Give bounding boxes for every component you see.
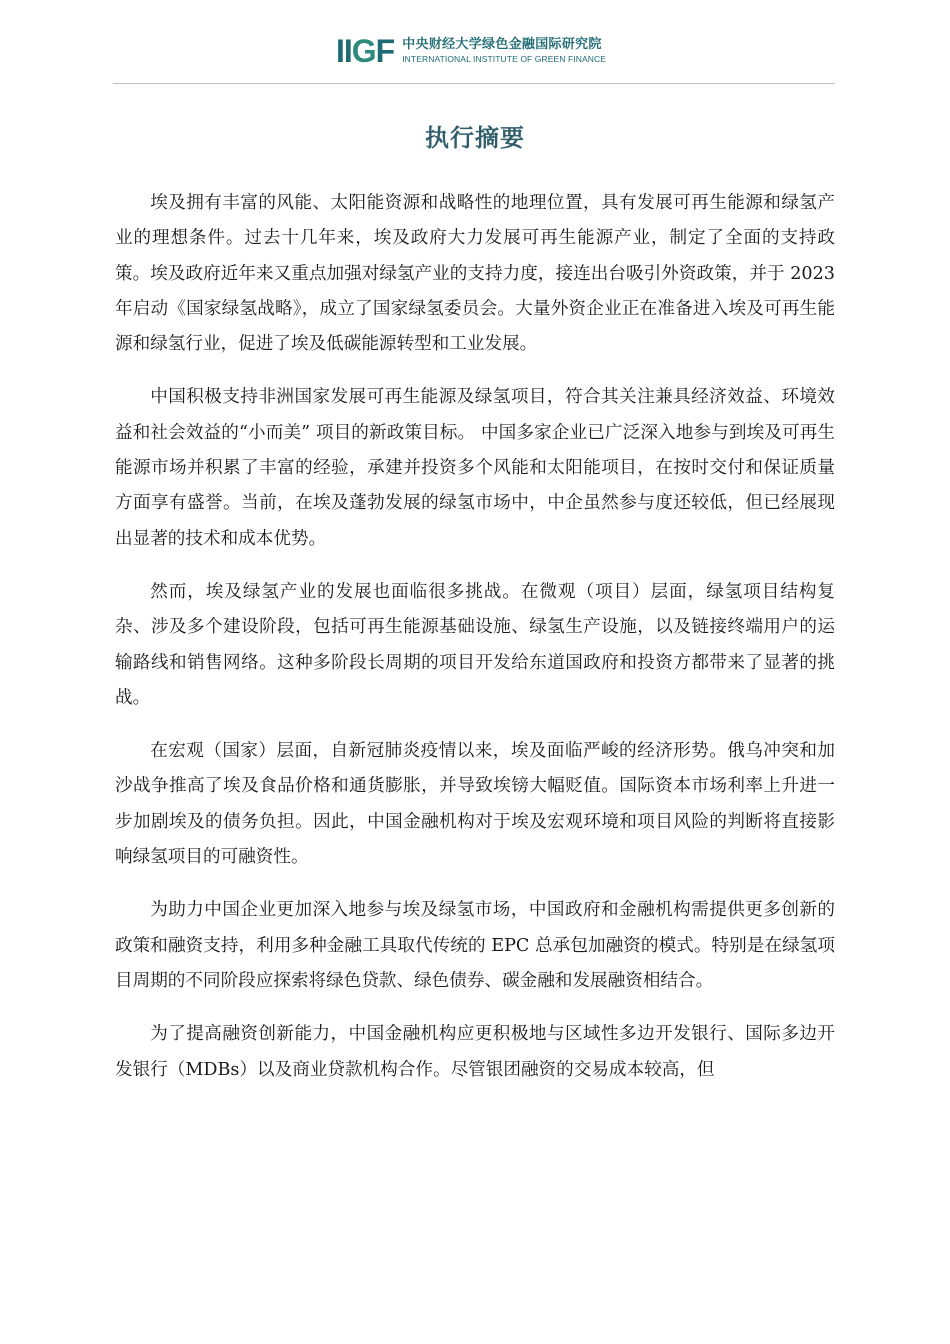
logo-text [402,37,606,65]
paragraph-2: 中国积极支持非洲国家发展可再生能源及绿氢项目，符合其关注兼具经济效益、环境效益和社会效益的“小而美” 项目的新政策目标。 中国多家企业已广泛深入地参与到埃及可再生能源市场并积累了丰富的经验，承建并投资多个风能和太阳能项目，在按时交付和保证质量方面享有盛誉。当前，在埃及蓬勃发展的绿氢市场中，中企虽然参与度还较低，但已经展现出显著的技术和成本优势。 [115,387,835,549]
logo-mark-ii: II [336,33,352,69]
paragraph-6: 为了提高融资创新能力，中国金融机构应更积极地与区域性多边开发银行、国际多边开发银行（MDBs）以及商业贷款机构合作。尽管银团融资的交易成本较高，但 [115,1024,835,1080]
iigf-logo [336,35,606,67]
org-name-cn: 中央财经大学绿色金融国际研究院 [402,37,602,52]
page-header [0,30,950,82]
paragraph-4: 在宏观（国家）层面，自新冠肺炎疫情以来，埃及面临严峻的经济形势。俄乌冲突和加沙战争推高了埃及食品价格和通货膨胀，并导致埃镑大幅贬值。国际资本市场利率上升进一步加剧埃及的债务负担。因此，中国金融机构对于埃及宏观环境和项目风险的判断将直接影响绿氢项目的可融资性。 [115,741,835,868]
header-divider [113,83,835,84]
logo-mark-f: F [375,33,395,69]
logo-mark [336,35,394,67]
logo-mark-g: G [351,33,376,69]
paragraph-1: 埃及拥有丰富的风能、太阳能资源和战略性的地理位置，具有发展可再生能源和绿氢产业的理想条件。过去十几年来，埃及政府大力发展可再生能源产业，制定了全面的支持政策。埃及政府近年来又重点加强对绿氢产业的支持力度，接连出台吸引外资政策，并于 2023 年启动《国家绿氢战略》，成立了国家绿氢委员会。大量外资企业正在准备进入埃及可再生能源和绿氢行业，促进了埃及低碳能源转型和工业发展。 [115,193,835,355]
org-name-en: INTERNATIONAL INSTITUTE OF GREEN FINANCE [402,54,606,64]
page-title: 执行摘要 [425,124,525,152]
paragraph-3: 然而，埃及绿氢产业的发展也面临很多挑战。在微观（项目）层面，绿氢项目结构复杂、涉及多个建设阶段，包括可再生能源基础设施、绿氢生产设施，以及链接终端用户的运输路线和销售网络。这种多阶段长周期的项目开发给东道国政府和投资方都带来了显著的挑战。 [115,581,835,708]
document-body [115,186,835,1106]
paragraph-5: 为助力中国企业更加深入地参与埃及绿氢市场，中国政府和金融机构需提供更多创新的政策和融资支持，利用多种金融工具取代传统的 EPC 总承包加融资的模式。特别是在绿氢项目周期的不同阶段应探索将绿色贷款、绿色债券、碳金融和发展融资相结合。 [115,900,835,991]
